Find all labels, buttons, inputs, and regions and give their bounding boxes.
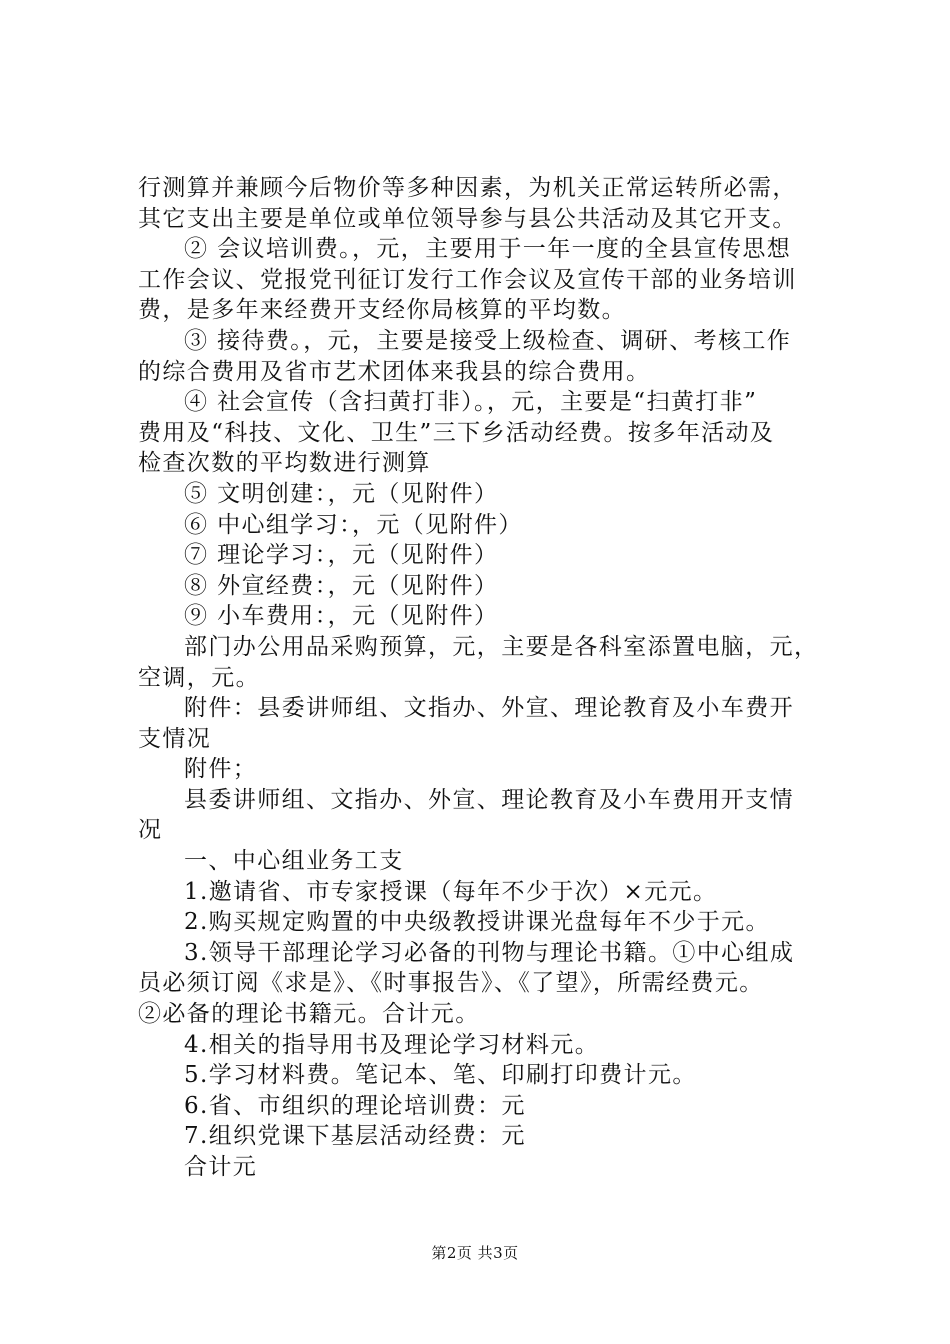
text-line: 其它支出主要是单位或单位领导参与县公共活动及其它开支。: [138, 205, 797, 232]
text-line: ⑥ 中心组学习：，元（见附件）: [184, 511, 523, 538]
text-line: ②必备的理论书籍元。合计元。: [138, 1001, 480, 1028]
text-line: 部门办公用品采购预算，元，主要是各科室添置电脑，元，: [184, 633, 819, 660]
text-line: 空调，元。: [138, 664, 260, 691]
text-line: 3.领导干部理论学习必备的刊物与理论书籍。①中心组成: [184, 939, 795, 966]
text-line: 行测算并兼顾今后物价等多种因素，为机关正常运转所必需，: [138, 175, 797, 201]
text-line: ⑤ 文明创建：，元（见附件）: [184, 480, 499, 507]
text-line: 检查次数的平均数进行测算: [138, 450, 431, 477]
text-line: 的综合费用及省市艺术团体来我县的综合费用。: [138, 358, 651, 385]
text-line: 6.省、市组织的理论培训费：元: [184, 1092, 526, 1119]
text-line: ② 会议培训费。，元，主要用于一年一度的全县宣传思想: [184, 236, 792, 263]
page-footer: 第2页 共3页: [431, 1244, 519, 1262]
text-line: 支情况: [138, 725, 212, 752]
text-line: ⑧ 外宣经费：，元（见附件）: [184, 572, 499, 599]
text-line: 附件：县委讲师组、文指办、外宣、理论教育及小车费开: [184, 695, 794, 722]
text-line: 况: [138, 817, 163, 844]
text-line: ③ 接待费。，元，主要是接受上级检查、调研、考核工作: [184, 327, 792, 354]
text-line: ⑦ 理论学习：，元（见附件）: [184, 542, 499, 569]
text-line: 县委讲师组、文指办、外宣、理论教育及小车费用开支情: [184, 786, 794, 813]
text-line: 合计元: [184, 1154, 258, 1180]
text-line: 4.相关的指导用书及理论学习材料元。: [184, 1031, 600, 1058]
document-body: [138, 173, 850, 1183]
text-line: ④ 社会宣传（含扫黄打非）。，元，主要是“扫黄打非”: [184, 389, 758, 416]
text-line: 员必须订阅《求是》、《时事报告》、《了望》，所需经费元。: [138, 970, 764, 997]
text-line: 1.邀请省、市专家授课（每年不少于次）×元元。: [184, 878, 718, 905]
text-line: 7.组织党课下基层活动经费：元: [184, 1123, 526, 1150]
text-line: 费用及“科技、文化、卫生”三下乡活动经费。按多年活动及: [138, 419, 775, 446]
text-line: 工作会议、党报党刊征订发行工作会议及宣传干部的业务培训: [138, 266, 797, 293]
text-line: 2.购买规定购置的中央级教授讲课光盘每年不少于元。: [184, 909, 770, 936]
text-line: 附件；: [184, 756, 258, 783]
text-line: 费，是多年来经费开支经你局核算的平均数。: [138, 297, 626, 324]
text-line: ⑨ 小车费用：，元（见附件）: [184, 603, 499, 630]
text-line: 5.学习材料费。笔记本、笔、印刷打印费计元。: [184, 1062, 697, 1089]
text-line: 一、中心组业务工支: [184, 848, 404, 875]
